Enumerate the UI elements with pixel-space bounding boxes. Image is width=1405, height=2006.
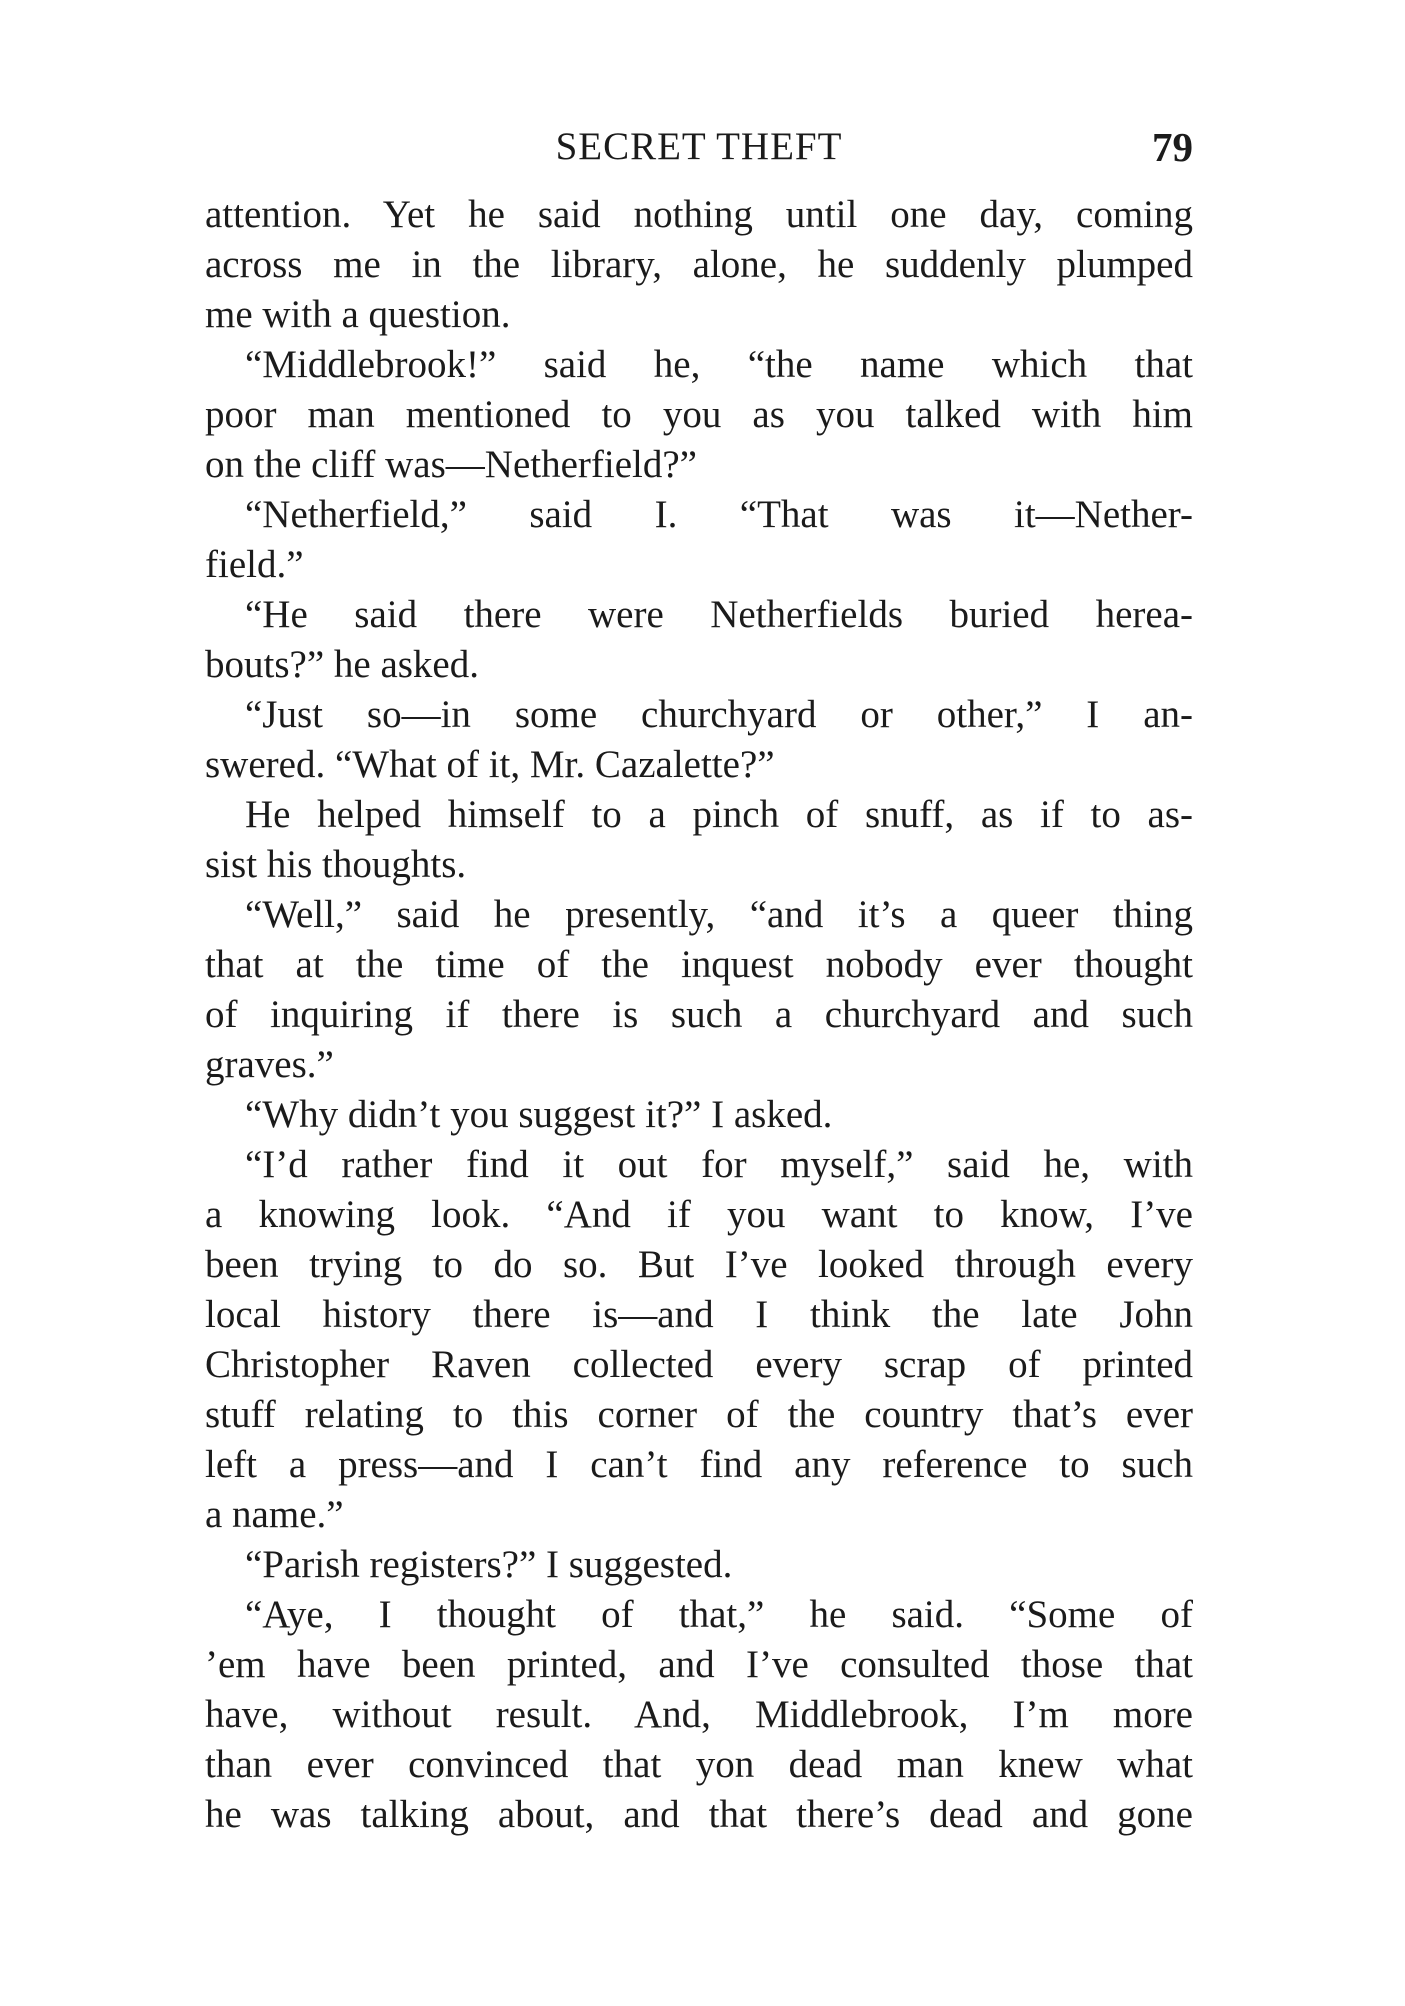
text-line: than ever convinced that yon dead man knew what [205,1743,1193,1786]
text-line: He helped himself to a pinch of snuff, as if to as- [245,793,1193,836]
text-line: have, without result. And, Middlebrook, I’m more [205,1693,1193,1736]
text-line: “He said there were Netherfields buried herea- [245,593,1193,636]
text-line: swered. “What of it, Mr. Cazalette?” [205,743,775,786]
text-line: on the cliff was—Netherfield?” [205,443,697,486]
text-line: attention. Yet he said nothing until one day, coming [205,193,1193,236]
text-line: me with a question. [205,293,511,336]
text-line: field.” [205,543,304,586]
text-line: a name.” [205,1493,344,1536]
text-line: stuff relating to this corner of the country that’s ever [205,1393,1193,1436]
text-line: “Parish registers?” I suggested. [245,1543,733,1586]
text-line: that at the time of the inquest nobody ever thought [205,943,1193,986]
text-line: poor man mentioned to you as you talked with him [205,393,1193,436]
text-line: graves.” [205,1043,334,1086]
text-line: of inquiring if there is such a churchyard and such [205,993,1193,1036]
text-line: bouts?” he asked. [205,643,479,686]
text-line: a knowing look. “And if you want to know, I’ve [205,1193,1193,1236]
text-line: across me in the library, alone, he suddenly plumped [205,243,1193,286]
text-line: “Just so—in some churchyard or other,” I an- [245,693,1193,736]
text-line: been trying to do so. But I’ve looked through every [205,1243,1193,1286]
text-line: left a press—and I can’t find any reference to such [205,1443,1193,1486]
text-line: local history there is—and I think the late John [205,1293,1193,1336]
text-line: “Aye, I thought of that,” he said. “Some of [245,1593,1193,1636]
body-text [205,190,1193,1840]
text-line: Christopher Raven collected every scrap of printed [205,1343,1193,1386]
text-line: ’em have been printed, and I’ve consulted those that [205,1643,1193,1686]
text-line: sist his thoughts. [205,843,467,886]
page-number: 79 [1152,124,1193,170]
page-header [205,122,1193,172]
text-line: “I’d rather find it out for myself,” said he, with [245,1143,1193,1186]
text-line: he was talking about, and that there’s dead and gone [205,1793,1193,1836]
text-line: “Middlebrook!” said he, “the name which that [245,343,1193,386]
running-title: SECRET THEFT [555,125,843,168]
text-line: “Netherfield,” said I. “That was it—Nether- [245,493,1193,536]
text-line: “Well,” said he presently, “and it’s a queer thing [245,893,1193,936]
text-line: “Why didn’t you suggest it?” I asked. [245,1093,833,1136]
